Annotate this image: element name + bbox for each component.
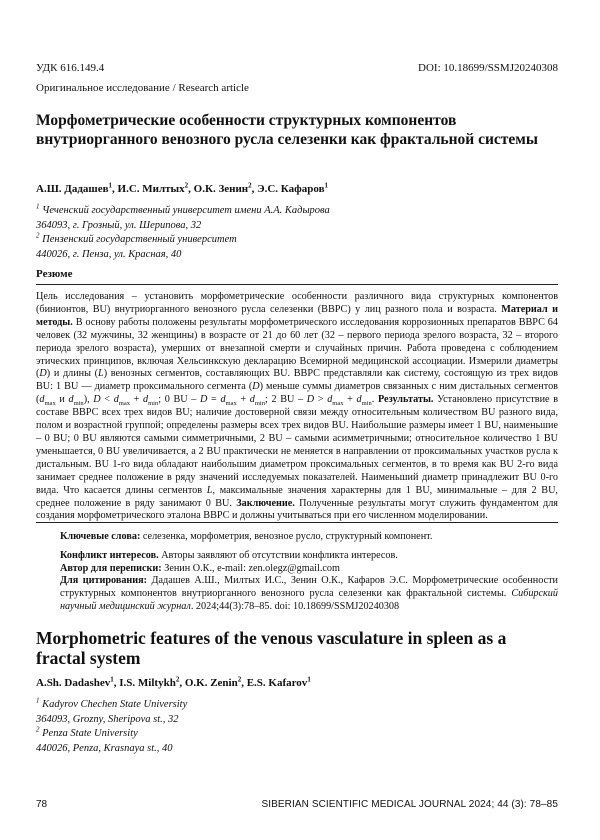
conflict-label: Конфликт интересов. bbox=[60, 550, 159, 561]
separator: ; 0 BU – bbox=[158, 394, 201, 406]
conflict-text: Авторы заявляют об отсутствии конфликта интересов. bbox=[158, 550, 398, 561]
affiliations-russian bbox=[36, 204, 330, 262]
conflict-of-interest bbox=[60, 550, 558, 563]
affiliation-address: 440026, Penza, Krasnaya st., 40 bbox=[36, 742, 173, 754]
citation-text: Дадашев А.Ш., Милтых И.С., Зенин О.К., Кафаров Э.С. Морфометрические особенности структурных компонентов внутриорганного венозного русла селезенки как фрактальной системы. bbox=[60, 575, 558, 600]
separator: ), bbox=[83, 394, 94, 406]
title-russian: Морфометрические особенности структурных компонентов внутриорганного венозного русла селезенки как фрактальной системы bbox=[36, 112, 538, 148]
methods-label: Материал и методы. bbox=[36, 303, 558, 328]
authors-russian: А.Ш. Дадашев$^1$, И.С. Милтых$^2$, О.К. Зенин$^2$, Э.С. Кафаров$^1$ bbox=[36, 181, 329, 195]
author: I.S. Miltykh bbox=[119, 677, 176, 689]
author-affiliation-mark: 1 bbox=[108, 181, 113, 190]
conjunction: и bbox=[55, 394, 69, 406]
author-affiliation-mark: 1 bbox=[324, 181, 329, 190]
author: O.K. Zenin bbox=[184, 677, 238, 689]
results-text: Установлено присутствие в составе ВВРС всех трех видов BU; наличие достоверной связи между относительным количеством BU разного вида, полом и возрастной группой; определены размеры всех трех видов BU. Наибольшие размеры имеет 1 BU, наименьшие – 0 BU; 0 BU являются самыми симметричными, 2 BU – самыми асимметричными; относительное количество 1 BU уменьшается, 0 BU увеличивается, а 2 BU практически не меняется в направлении от проксимальных участков русла к дистальным. BU 1-го вида обладают наибольшим диаметром проксимальных сегментов, в то время как BU 2-го вида занимает среднее положение в ряду значений исследуемых показателей. Наименьший диаметр принадлежит BU 0-го вида. Что касается длины сегментов bbox=[36, 394, 559, 496]
plus: + bbox=[129, 394, 144, 406]
plus: + bbox=[343, 394, 357, 406]
citation-tail: . 2024;44(3):78–85. doi: 10.18699/SSMJ20240308 bbox=[190, 600, 400, 612]
affiliation-mark: 2 bbox=[36, 725, 40, 734]
correspondence bbox=[60, 563, 558, 576]
author: E.S. Kafarov bbox=[246, 677, 308, 689]
subscript-min: min bbox=[73, 400, 84, 408]
header-line bbox=[36, 62, 558, 74]
symbol-d-small: d bbox=[143, 394, 149, 406]
affiliation-address: 364093, Grozny, Sheripova st., 32 bbox=[36, 713, 179, 725]
title-english: Morphometric features of the venous vasculature in spleen as a fractal system bbox=[36, 628, 507, 668]
subscript-max: max bbox=[118, 400, 130, 408]
doi: DOI: 10.18699/SSMJ20240308 bbox=[418, 62, 558, 74]
symbol-d: D bbox=[252, 381, 260, 393]
citation-label: Для цитирования: bbox=[60, 575, 148, 587]
article-type: Оригинальное исследование / Research article bbox=[36, 82, 249, 94]
abstract-bottom-rule bbox=[36, 522, 558, 523]
affiliation-mark: 1 bbox=[36, 696, 40, 705]
symbol-d-small: d bbox=[39, 394, 45, 406]
symbol-l: L bbox=[98, 368, 104, 380]
abstract-body bbox=[36, 291, 558, 523]
keywords bbox=[60, 531, 558, 544]
author-affiliation-mark: 2 bbox=[248, 181, 252, 190]
results-label: Результаты. bbox=[377, 394, 434, 406]
affiliation-address: 364093, г. Грозный, ул. Шерипова, 32 bbox=[36, 219, 202, 231]
symbol-d: D bbox=[39, 368, 47, 380]
abstract-aim: Цель исследования – установить морфометрические особенности различного вида структурных компонентов (бинионтов, BU) внутриорганного венозного русла селезенки (ВВРС) у лиц разного пола и возраста. bbox=[36, 291, 558, 315]
udc-code: УДК 616.149.4 bbox=[36, 62, 105, 74]
author-affiliation-mark: 1 bbox=[307, 675, 311, 684]
keywords-text: селезенка, морфометрия, венозное русло, структурный компонент. bbox=[140, 531, 433, 542]
affiliation-name: Kadyrov Chechen State University bbox=[42, 699, 188, 710]
citation bbox=[60, 575, 558, 613]
author: A.Sh. Dadashev bbox=[36, 677, 111, 689]
page-footer bbox=[36, 799, 558, 810]
journal-footer: SIBERIAN SCIENTIFIC MEDICAL JOURNAL 2024; 44 (3): 78–85 bbox=[261, 799, 558, 810]
conclusion-label: Заключение. bbox=[236, 497, 295, 509]
author: О.К. Зенин bbox=[193, 183, 249, 195]
symbol-d-small: d bbox=[327, 394, 333, 406]
author: Э.С. Кафаров bbox=[257, 183, 325, 195]
affiliation-mark: 2 bbox=[36, 231, 40, 240]
affiliation-name: Пензенский государственный университет bbox=[42, 234, 237, 245]
affiliations-english bbox=[36, 698, 187, 756]
methods-text: ) и длины ( bbox=[46, 368, 99, 380]
less-than: < bbox=[100, 394, 114, 406]
affiliation bbox=[36, 204, 330, 219]
separator: ; 2 BU – bbox=[265, 394, 307, 406]
subscript-max: max bbox=[44, 400, 56, 408]
plus: + bbox=[236, 394, 250, 406]
affiliation-name: Чеченский государственный университет имени А.А. Кадырова bbox=[42, 205, 330, 216]
symbol-d-small: d bbox=[356, 394, 362, 406]
conclusion-text: Полученные результаты могут служить фундаментом для создания морфометрического эталона ВВРС и должны учитываться при его численном моделировании. bbox=[36, 497, 558, 522]
methods-text: ) меньше суммы диаметров связанных с ним дистальных сегментов ( bbox=[36, 381, 558, 406]
symbol-d: D bbox=[93, 394, 101, 406]
author-affiliation-mark: 2 bbox=[175, 675, 180, 684]
subscript-min: min bbox=[361, 400, 372, 408]
subscript-min: min bbox=[254, 400, 265, 408]
affiliation bbox=[36, 233, 330, 248]
symbol-l: L bbox=[206, 484, 213, 496]
symbol-d: D bbox=[200, 394, 208, 406]
abstract-top-rule bbox=[36, 284, 558, 285]
affiliation-name: Penza State University bbox=[42, 728, 138, 739]
symbol-d-small: d bbox=[249, 394, 255, 406]
abstract-heading: Резюме bbox=[36, 268, 73, 280]
greater-than: > bbox=[314, 394, 328, 406]
correspondence-text: Зенин О.К., e-mail: zen.olegz@gmail.com bbox=[161, 562, 340, 574]
page-number: 78 bbox=[36, 799, 48, 810]
authors-english: A.Sh. Dadashev$^1$, I.S. Miltykh$^2$, O.K. Zenin$^2$, E.S. Kafarov$^1$ bbox=[36, 675, 311, 689]
symbol-d-small: d bbox=[220, 394, 226, 406]
subscript-max: max bbox=[225, 400, 237, 408]
correspondence-label: Автор для переписки: bbox=[60, 562, 162, 574]
affiliation-mark: 1 bbox=[36, 202, 40, 211]
author: А.Ш. Дадашев bbox=[36, 183, 109, 195]
affiliation-address: 440026, г. Пенза, ул. Красная, 40 bbox=[36, 248, 182, 260]
subscript-min: min bbox=[148, 400, 159, 408]
author-affiliation-mark: 2 bbox=[237, 675, 242, 684]
symbol-d-small: d bbox=[113, 394, 119, 406]
affiliation bbox=[36, 727, 187, 742]
affiliation bbox=[36, 698, 187, 713]
citation-journal: Сибирский научный медицинский журнал bbox=[60, 588, 558, 612]
symbol-d: D bbox=[306, 394, 315, 406]
article-meta bbox=[60, 550, 558, 614]
separator: . bbox=[371, 394, 378, 406]
equals: = bbox=[207, 394, 221, 406]
author-affiliation-mark: 1 bbox=[110, 675, 114, 684]
symbol-d-small: d bbox=[68, 394, 74, 406]
author: И.С. Милтых bbox=[117, 183, 185, 195]
subscript-max: max bbox=[332, 400, 344, 408]
keywords-label: Ключевые слова: bbox=[60, 531, 141, 542]
author-affiliation-mark: 2 bbox=[184, 181, 189, 190]
methods-text: В основу работы положены результаты морфометрического исследования коррозионных препаратов ВВРС 64 человек (32 мужчины, 32 женщины) в возрасте от 21 до 60 лет (32 – первого периода зрелого возраста, 32 – второго периода зрелого возраста), умерших от внезапной смерти и случайных причин. Работа проведена с соблюдением этических принципов, включая Хельсинкскую декларацию Всемирной медицинской ассоциации. Измерили диаметры ( bbox=[36, 316, 558, 380]
results-text: , максимальные значения характерны для 1 BU, минимальные – для 2 BU, среднее положение в ряду занимают 0 BU. bbox=[36, 484, 558, 509]
methods-text: ) венозных сегментов, составляющих BU. ВВРС представляли как систему, состоящую из трех видов BU: 1 BU — диаметр проксимального сегмента ( bbox=[36, 368, 558, 393]
